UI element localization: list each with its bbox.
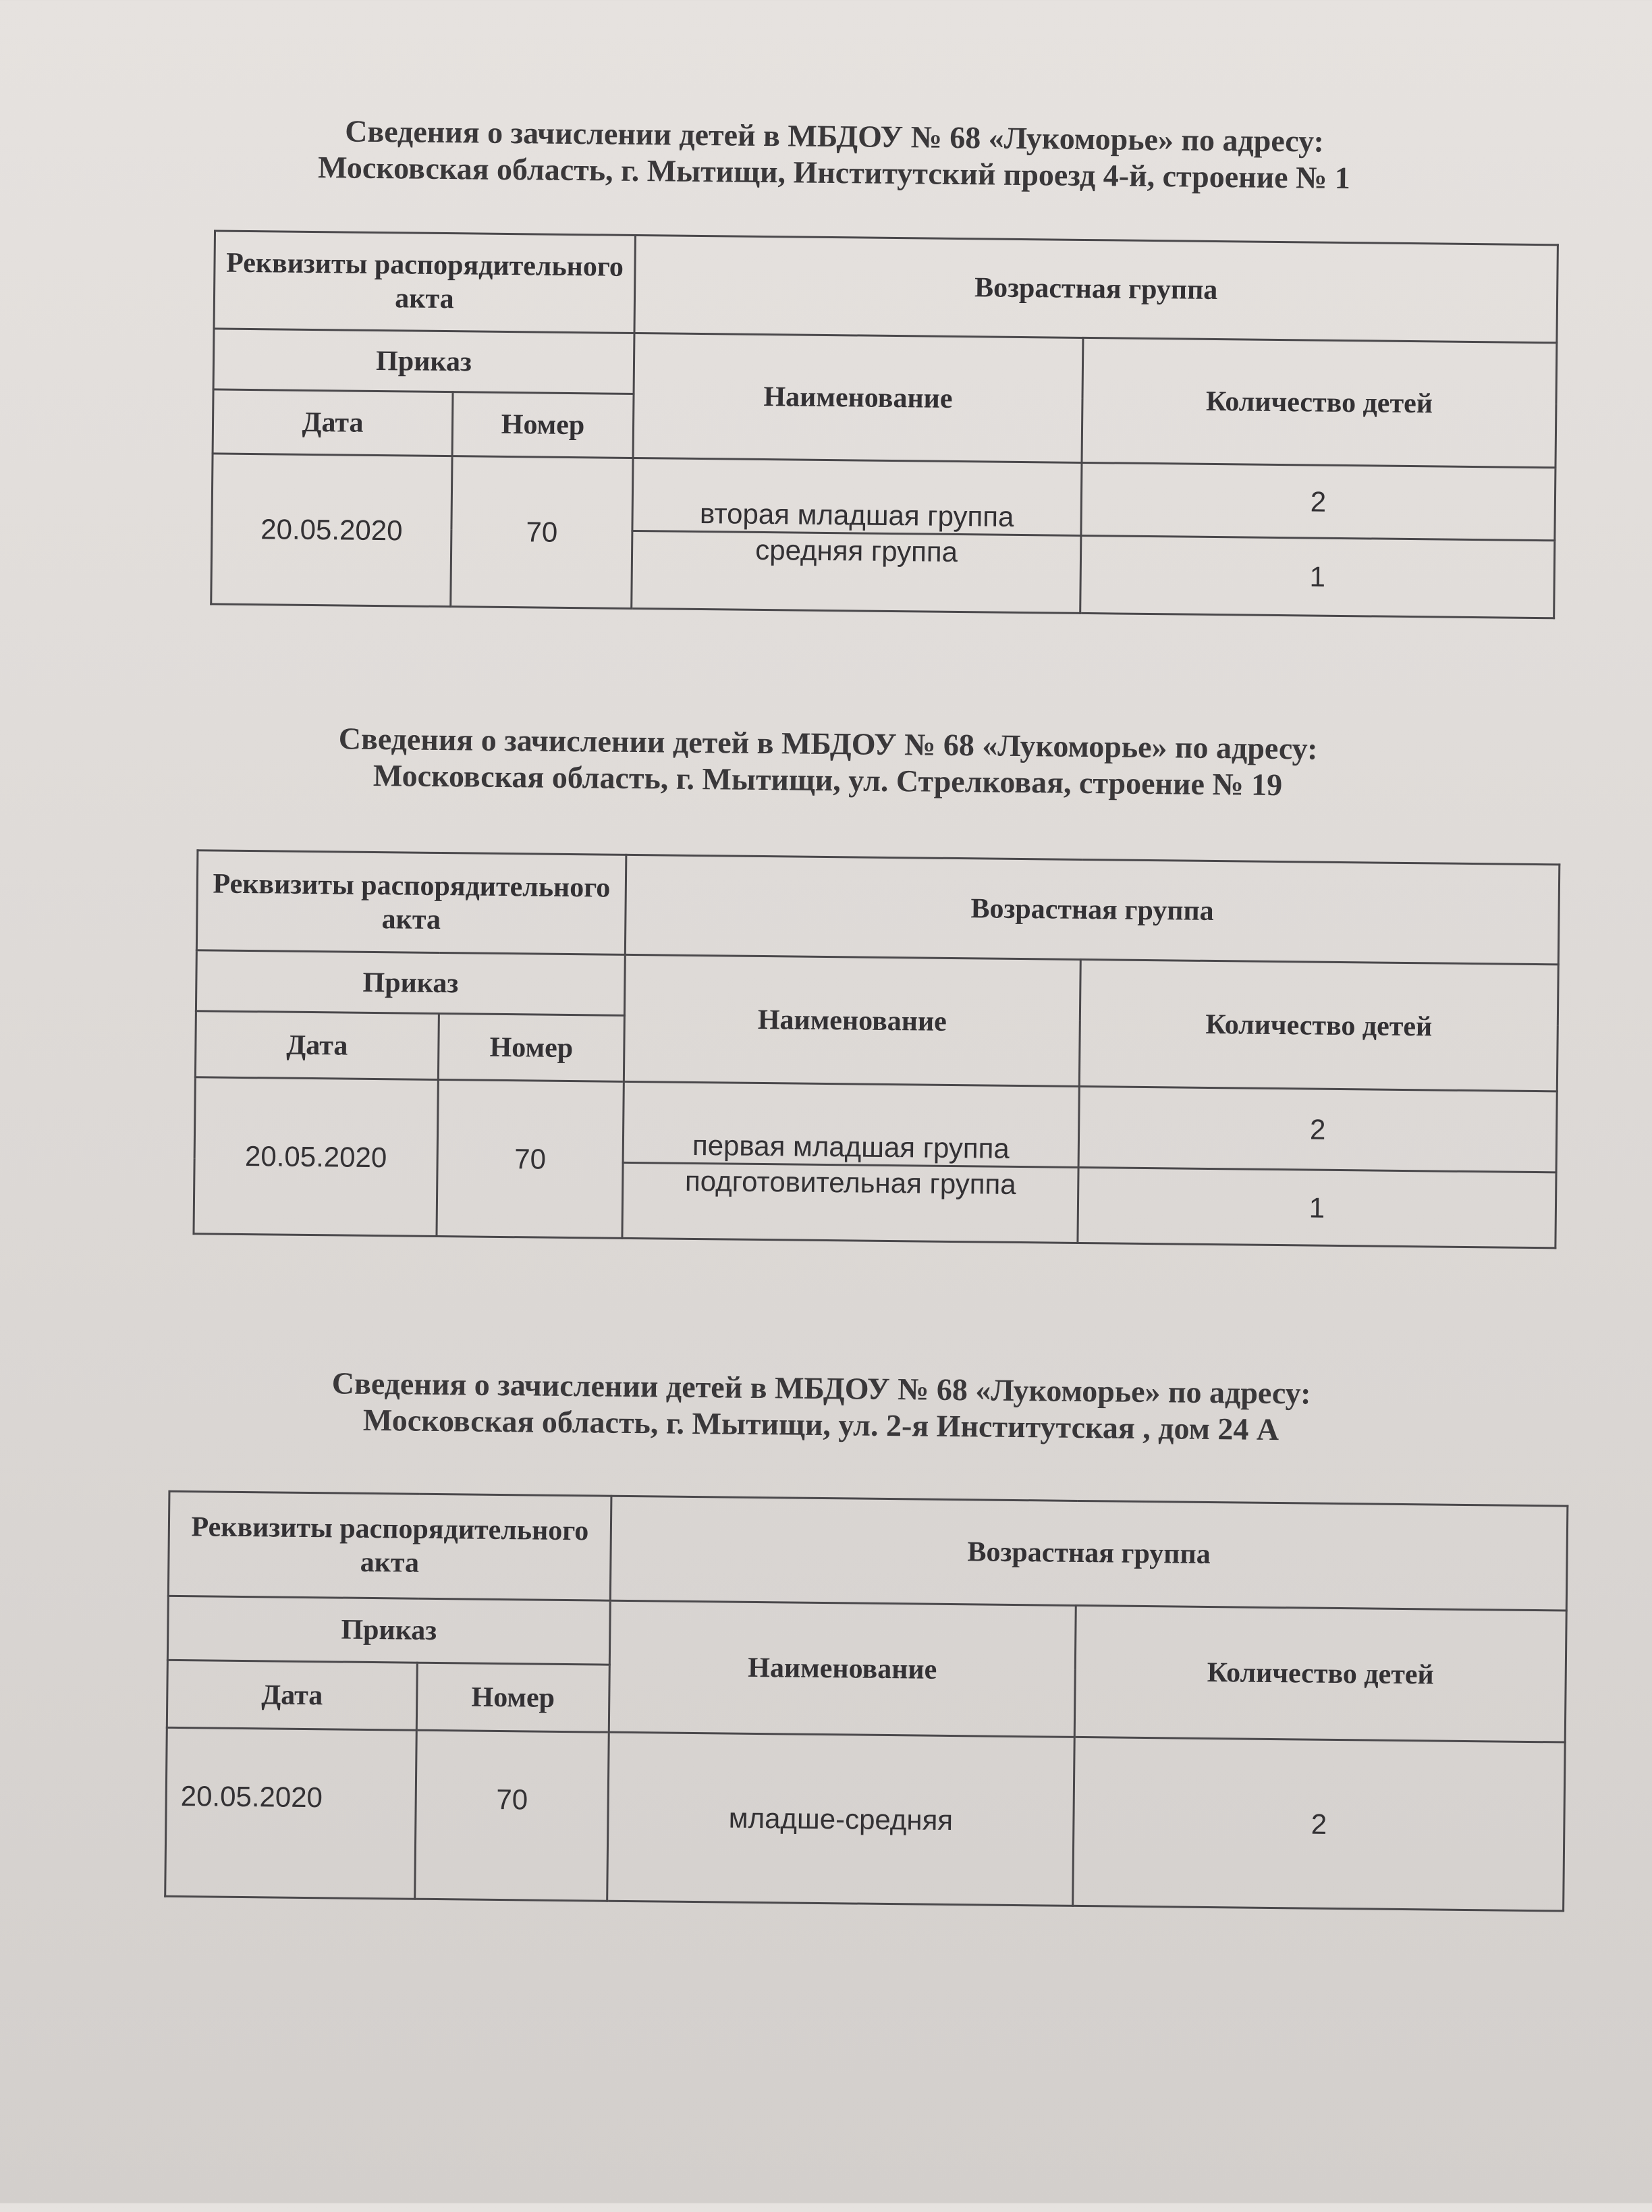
header-count: Количество детей <box>1082 338 1557 467</box>
header-count: Количество детей <box>1079 959 1558 1091</box>
header-name: Наименование <box>624 954 1080 1086</box>
children-count: 2 <box>1081 462 1555 540</box>
section-heading <box>153 719 1503 806</box>
section-heading <box>146 1363 1496 1450</box>
header-act: Реквизиты распорядительного акта <box>168 1491 611 1600</box>
heading-line-1: Сведения о зачислении детей в МБДОУ № 68 «Лукоморье» по адресу: <box>331 1366 1311 1411</box>
header-act: Реквизиты распорядительного акта <box>196 851 626 955</box>
heading-line-2: Московская область, г. Мытищи, ул. 2-я Институтская , дом 24 А <box>362 1402 1279 1447</box>
group-name: первая младшая группа <box>623 1081 1079 1167</box>
header-count: Количество детей <box>1074 1605 1566 1742</box>
header-date: Дата <box>195 1011 439 1080</box>
enrollment-table <box>164 1490 1568 1912</box>
header-date: Дата <box>213 389 453 456</box>
header-number: Номер <box>438 1013 624 1081</box>
header-age-group: Возрастная группа <box>634 235 1558 342</box>
header-name: Наименование <box>633 333 1083 462</box>
order-number: 70 <box>415 1730 609 1901</box>
children-count: 1 <box>1078 1167 1556 1247</box>
children-count: 2 <box>1078 1086 1557 1172</box>
group-name: средняя группа <box>632 531 1081 613</box>
header-number: Номер <box>416 1663 609 1732</box>
enrollment-section-1 <box>10 0 1652 593</box>
order-number: 70 <box>451 456 633 609</box>
heading-line-1: Сведения о зачислении детей в МБДОУ № 68 «Лукоморье» по адресу: <box>338 721 1318 766</box>
order-date: 20.05.2020 <box>165 1727 417 1899</box>
group-name: младше-средняя <box>607 1732 1075 1906</box>
heading-line-2: Московская область, г. Мытищи, ул. Стрелковая, строение № 19 <box>373 757 1283 803</box>
header-order: Приказ <box>196 950 625 1016</box>
order-date: 20.05.2020 <box>211 454 452 607</box>
header-order: Приказ <box>167 1596 610 1665</box>
header-number: Номер <box>452 392 634 458</box>
header-age-group: Возрастная группа <box>625 855 1559 964</box>
header-act: Реквизиты распорядительного акта <box>214 231 635 333</box>
order-date: 20.05.2020 <box>194 1077 438 1237</box>
heading-line-1: Сведения о зачислении детей в МБДОУ № 68 «Лукоморье» по адресу: <box>344 113 1325 159</box>
header-name: Наименование <box>609 1600 1076 1737</box>
group-name: подготовительная группа <box>622 1162 1078 1243</box>
header-order: Приказ <box>213 329 634 394</box>
children-count: 2 <box>1073 1737 1566 1911</box>
enrollment-table <box>192 849 1560 1249</box>
children-count: 1 <box>1080 535 1555 618</box>
section-heading <box>159 111 1510 198</box>
enrollment-table <box>210 230 1559 619</box>
heading-line-2: Московская область, г. Мытищи, Институтский проезд 4-й, строение № 1 <box>317 150 1351 196</box>
group-name: вторая младшая группа <box>632 458 1082 535</box>
header-date: Дата <box>167 1660 417 1730</box>
header-age-group: Возрастная группа <box>610 1496 1568 1611</box>
order-number: 70 <box>437 1079 624 1238</box>
